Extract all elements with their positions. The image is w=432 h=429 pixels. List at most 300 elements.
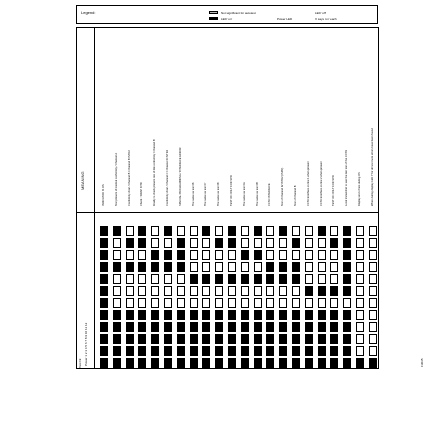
led-cell bbox=[164, 274, 172, 284]
legend-grey-swatch bbox=[209, 11, 218, 14]
led-cell bbox=[228, 322, 236, 332]
led-cell bbox=[356, 226, 364, 236]
led-cell bbox=[241, 262, 249, 272]
led-cell bbox=[164, 334, 172, 344]
led-cell bbox=[228, 250, 236, 260]
row-meaning: Test of Channel B bbox=[294, 185, 297, 206]
led-cell bbox=[177, 310, 185, 320]
led-cell bbox=[190, 334, 198, 344]
led-cell bbox=[202, 358, 210, 368]
led-cell bbox=[228, 298, 236, 308]
led-cell bbox=[318, 286, 326, 296]
led-cell bbox=[177, 334, 185, 344]
led-cell bbox=[100, 274, 108, 284]
row-meaning: CCSN INTERFACE bbox=[268, 183, 272, 206]
led-cell bbox=[228, 238, 236, 248]
led-cell bbox=[318, 310, 326, 320]
led-cell bbox=[369, 286, 377, 296]
led-cell bbox=[126, 226, 134, 236]
led-cell bbox=[100, 226, 108, 236]
led-cell bbox=[279, 358, 287, 368]
led-cell bbox=[100, 238, 108, 248]
led-cell bbox=[100, 310, 108, 320]
led-cell bbox=[330, 238, 338, 248]
led-cell bbox=[138, 310, 146, 320]
led-cell bbox=[343, 322, 351, 332]
led-cell bbox=[279, 250, 287, 260]
led-cell bbox=[138, 346, 146, 356]
led-cell bbox=[151, 238, 159, 248]
led-cell bbox=[202, 238, 210, 248]
led-cell bbox=[305, 298, 313, 308]
led-cell bbox=[126, 358, 134, 368]
led-cell bbox=[292, 250, 300, 260]
led-cell bbox=[164, 286, 172, 296]
led-cell bbox=[343, 298, 351, 308]
led-cell bbox=[305, 322, 313, 332]
led-codes-header: Power 1 2 3 4 5 6 7 8 9 10 11 12 bbox=[84, 322, 88, 366]
legend-box bbox=[76, 5, 378, 24]
led-cell bbox=[305, 334, 313, 344]
row-meaning: Test of Channel D/ INTR2 (INPR) bbox=[281, 167, 285, 206]
led-cell bbox=[228, 286, 236, 296]
led-cell bbox=[138, 238, 146, 248]
led-cell bbox=[266, 262, 274, 272]
led-cell bbox=[113, 226, 121, 236]
led-cell bbox=[292, 322, 300, 332]
led-cell bbox=[279, 334, 287, 344]
led-cell bbox=[151, 274, 159, 284]
led-cell bbox=[318, 238, 326, 248]
led-cell bbox=[215, 310, 223, 320]
led-cell bbox=[202, 334, 210, 344]
row-meaning: SPECIAL PROGRAMMING / INTERFACE ERROR bbox=[178, 147, 182, 206]
led-cell bbox=[369, 346, 377, 356]
figure-id: F3035 bbox=[420, 358, 424, 367]
led-cell bbox=[228, 226, 236, 236]
led-cell bbox=[254, 274, 262, 284]
led-cell bbox=[330, 346, 338, 356]
led-cell bbox=[228, 274, 236, 284]
led-cell bbox=[241, 250, 249, 260]
led-cell bbox=[151, 298, 159, 308]
led-cell bbox=[356, 322, 364, 332]
led-cell bbox=[356, 298, 364, 308]
led-cell bbox=[343, 274, 351, 284]
led-cell bbox=[228, 262, 236, 272]
led-cell bbox=[305, 250, 313, 260]
row-meaning: Local transmitter to see the last test of the CCSN bbox=[345, 149, 349, 206]
led-cell bbox=[343, 286, 351, 296]
led-cell bbox=[330, 310, 338, 320]
led-cell bbox=[164, 358, 172, 368]
led-cell bbox=[318, 274, 326, 284]
led-cell bbox=[292, 238, 300, 248]
led-cell bbox=[318, 358, 326, 368]
led-cell bbox=[190, 322, 198, 332]
led-cell bbox=[202, 274, 210, 284]
led-cell bbox=[254, 310, 262, 320]
led-cell bbox=[202, 322, 210, 332]
led-cell bbox=[138, 250, 146, 260]
led-cell bbox=[113, 262, 121, 272]
row-meaning: The same as test 06 bbox=[191, 182, 195, 206]
led-cell bbox=[151, 286, 159, 296]
led-cell bbox=[138, 358, 146, 368]
row-meaning: The same as test 07 bbox=[204, 182, 208, 206]
led-cell bbox=[292, 286, 300, 296]
led-cell bbox=[164, 346, 172, 356]
legend-fill-label: LED 'on' bbox=[221, 17, 233, 21]
led-cell bbox=[215, 250, 223, 260]
led-cell bbox=[254, 334, 262, 344]
test-nr-header: Test Nr. bbox=[78, 357, 82, 368]
led-cell bbox=[369, 226, 377, 236]
led-cell bbox=[266, 310, 274, 320]
row-meaning: The same as test 0B bbox=[255, 182, 259, 206]
led-cell bbox=[241, 298, 249, 308]
led-cell bbox=[151, 250, 159, 260]
divider-line bbox=[76, 212, 379, 213]
led-cell bbox=[305, 238, 313, 248]
led-cell bbox=[254, 298, 262, 308]
led-cell bbox=[151, 358, 159, 368]
led-cell bbox=[343, 334, 351, 344]
led-cell bbox=[241, 334, 249, 344]
led-cell bbox=[305, 358, 313, 368]
led-cell bbox=[113, 358, 121, 368]
led-cell bbox=[330, 226, 338, 236]
led-cell bbox=[202, 346, 210, 356]
led-cell bbox=[100, 322, 108, 332]
led-cell bbox=[318, 226, 326, 236]
row-meaning: Conformity chart / Channel B / Channel B INTR2 bbox=[127, 150, 131, 206]
led-cell bbox=[241, 274, 249, 284]
led-cell bbox=[177, 346, 185, 356]
led-cell bbox=[292, 262, 300, 272]
led-cell bbox=[151, 310, 159, 320]
led-cell bbox=[138, 298, 146, 308]
led-cell bbox=[151, 334, 159, 344]
led-cell bbox=[343, 346, 351, 356]
led-cell bbox=[292, 358, 300, 368]
led-cell bbox=[138, 334, 146, 344]
led-cell bbox=[164, 298, 172, 308]
led-cell bbox=[151, 262, 159, 272]
led-cell bbox=[202, 310, 210, 320]
led-cell bbox=[126, 334, 134, 344]
led-cell bbox=[215, 346, 223, 356]
led-cell bbox=[356, 358, 364, 368]
led-cell bbox=[215, 358, 223, 368]
led-cell bbox=[138, 322, 146, 332]
led-cell bbox=[279, 226, 287, 236]
led-cell bbox=[126, 286, 134, 296]
led-cell bbox=[305, 346, 313, 356]
led-cell bbox=[279, 274, 287, 284]
led-cell bbox=[356, 274, 364, 284]
led-cell bbox=[100, 250, 108, 260]
led-cell bbox=[254, 262, 262, 272]
led-cell bbox=[138, 274, 146, 284]
led-cell bbox=[279, 346, 287, 356]
led-cell bbox=[292, 274, 300, 284]
led-cell bbox=[318, 322, 326, 332]
led-cell bbox=[113, 346, 121, 356]
led-cell bbox=[254, 358, 262, 368]
led-cell bbox=[330, 298, 338, 308]
led-cell bbox=[292, 226, 300, 236]
led-cell bbox=[254, 286, 262, 296]
row-meaning: CCSN interface on line 2 when present bbox=[319, 161, 323, 206]
led-cell bbox=[356, 334, 364, 344]
led-cell bbox=[305, 310, 313, 320]
led-cell bbox=[228, 346, 236, 356]
led-cell bbox=[254, 322, 262, 332]
led-cell bbox=[151, 322, 159, 332]
led-cell bbox=[113, 322, 121, 332]
led-cell bbox=[190, 298, 198, 308]
led-cell bbox=[164, 238, 172, 248]
led-cell bbox=[356, 262, 364, 272]
led-cell bbox=[113, 274, 121, 284]
meaning-header: MEANING bbox=[80, 171, 85, 190]
led-cell bbox=[100, 334, 108, 344]
led-cell bbox=[305, 274, 313, 284]
led-cell bbox=[190, 310, 198, 320]
led-cell bbox=[279, 298, 287, 308]
led-cell bbox=[343, 226, 351, 236]
led-cell bbox=[202, 250, 210, 260]
led-cell bbox=[215, 298, 223, 308]
led-cell bbox=[266, 322, 274, 332]
led-cell bbox=[279, 262, 287, 272]
led-cell bbox=[138, 262, 146, 272]
legend-off-label: LED 'off' bbox=[315, 11, 327, 15]
led-cell bbox=[254, 250, 262, 260]
led-cell bbox=[126, 322, 134, 332]
led-cell bbox=[330, 262, 338, 272]
led-cell bbox=[292, 298, 300, 308]
led-cell bbox=[215, 262, 223, 272]
led-cell bbox=[190, 238, 198, 248]
led-cell bbox=[318, 250, 326, 260]
led-cell bbox=[100, 346, 108, 356]
led-cell bbox=[279, 310, 287, 320]
led-cell bbox=[356, 310, 364, 320]
led-cell bbox=[318, 334, 326, 344]
led-cell bbox=[177, 226, 185, 236]
led-cell bbox=[202, 286, 210, 296]
led-cell bbox=[369, 274, 377, 284]
led-cell bbox=[369, 262, 377, 272]
led-cell bbox=[126, 310, 134, 320]
led-cell bbox=[126, 238, 134, 248]
led-cell bbox=[138, 286, 146, 296]
led-cell bbox=[177, 298, 185, 308]
led-cell bbox=[369, 310, 377, 320]
led-cell bbox=[164, 322, 172, 332]
led-cell bbox=[190, 262, 198, 272]
led-cell bbox=[190, 250, 198, 260]
led-cell bbox=[177, 262, 185, 272]
led-cell bbox=[215, 226, 223, 236]
led-cell bbox=[113, 286, 121, 296]
legend-xs-label: X says 'on' each bbox=[315, 17, 337, 21]
led-cell bbox=[305, 286, 313, 296]
row-meaning: Check : SWAP INTR bbox=[140, 182, 144, 206]
led-cell bbox=[177, 250, 185, 260]
row-meaning: The same as test 0A bbox=[242, 182, 246, 206]
led-cell bbox=[126, 262, 134, 272]
led-cell bbox=[164, 310, 172, 320]
led-cell bbox=[292, 310, 300, 320]
led-cell bbox=[177, 274, 185, 284]
row-meaning: Finally to check present test of link conformity / Channel B bbox=[153, 139, 157, 206]
row-meaning: Display end of test during OS bbox=[358, 172, 361, 206]
led-cell bbox=[190, 286, 198, 296]
led-cell bbox=[164, 262, 172, 272]
led-cell bbox=[215, 334, 223, 344]
led-cell bbox=[113, 250, 121, 260]
led-cell bbox=[202, 298, 210, 308]
led-cell bbox=[318, 298, 326, 308]
led-cell bbox=[241, 238, 249, 248]
led-cell bbox=[266, 226, 274, 236]
led-cell bbox=[254, 346, 262, 356]
led-cell bbox=[330, 322, 338, 332]
led-cell bbox=[100, 298, 108, 308]
led-cell bbox=[343, 238, 351, 248]
led-cell bbox=[343, 250, 351, 260]
led-cell bbox=[202, 262, 210, 272]
led-cell bbox=[292, 346, 300, 356]
legend-grey-label: Not significant for autotest bbox=[221, 11, 256, 15]
led-cell bbox=[113, 238, 121, 248]
led-cell bbox=[318, 346, 326, 356]
led-cell bbox=[190, 358, 198, 368]
led-cell bbox=[292, 334, 300, 344]
row-meaning: Test present of internal conformity / Channel A bbox=[114, 152, 118, 206]
legend-power-label: Power LED bbox=[277, 17, 293, 21]
led-cell bbox=[318, 262, 326, 272]
led-cell bbox=[330, 334, 338, 344]
header-divider bbox=[94, 27, 95, 369]
led-cell bbox=[369, 322, 377, 332]
row-meaning: TEST OF ONLY FOR NPR bbox=[230, 175, 233, 206]
led-cell bbox=[151, 226, 159, 236]
row-meaning: When during display LED Y for all test more errors have been found bbox=[370, 128, 374, 206]
led-cell bbox=[279, 238, 287, 248]
led-cell bbox=[330, 250, 338, 260]
led-cell bbox=[126, 250, 134, 260]
led-cell bbox=[279, 286, 287, 296]
led-cell bbox=[266, 298, 274, 308]
led-cell bbox=[305, 262, 313, 272]
led-cell bbox=[138, 226, 146, 236]
led-cell bbox=[369, 334, 377, 344]
row-meaning: The same as test 08 bbox=[217, 182, 221, 206]
led-cell bbox=[177, 238, 185, 248]
led-cell bbox=[241, 322, 249, 332]
led-cell bbox=[369, 238, 377, 248]
led-cell bbox=[266, 346, 274, 356]
led-cell bbox=[177, 286, 185, 296]
row-meaning: Conformity chart / Channel C / Channel D INTR2 bbox=[166, 149, 169, 206]
led-cell bbox=[202, 226, 210, 236]
led-cell bbox=[164, 250, 172, 260]
led-cell bbox=[356, 346, 364, 356]
led-cell bbox=[241, 286, 249, 296]
led-cell bbox=[228, 334, 236, 344]
led-cell bbox=[369, 250, 377, 260]
led-cell bbox=[228, 358, 236, 368]
led-cell bbox=[356, 238, 364, 248]
led-cell bbox=[241, 346, 249, 356]
led-cell bbox=[266, 358, 274, 368]
led-cell bbox=[215, 322, 223, 332]
led-cell bbox=[113, 310, 121, 320]
led-cell bbox=[190, 346, 198, 356]
led-cell bbox=[330, 274, 338, 284]
led-cell bbox=[330, 358, 338, 368]
led-cell bbox=[190, 274, 198, 284]
led-cell bbox=[241, 226, 249, 236]
row-meaning: INDICATOR IS ON bbox=[102, 184, 105, 206]
legend-title: Legend: bbox=[81, 10, 96, 15]
led-cell bbox=[164, 226, 172, 236]
led-cell bbox=[100, 262, 108, 272]
led-cell bbox=[330, 286, 338, 296]
led-cell bbox=[254, 238, 262, 248]
led-cell bbox=[241, 358, 249, 368]
led-cell bbox=[369, 298, 377, 308]
led-cell bbox=[279, 322, 287, 332]
led-cell bbox=[266, 250, 274, 260]
led-cell bbox=[343, 262, 351, 272]
led-cell bbox=[126, 346, 134, 356]
led-cell bbox=[113, 334, 121, 344]
led-cell bbox=[356, 286, 364, 296]
legend-fill-swatch bbox=[209, 17, 218, 20]
led-cell bbox=[177, 358, 185, 368]
led-cell bbox=[266, 274, 274, 284]
led-cell bbox=[241, 310, 249, 320]
led-cell bbox=[215, 286, 223, 296]
row-meaning: TEST OF ONLY FOR NPR bbox=[332, 175, 336, 206]
led-cell bbox=[126, 298, 134, 308]
led-cell bbox=[266, 238, 274, 248]
led-cell bbox=[305, 226, 313, 236]
led-cell bbox=[266, 334, 274, 344]
led-cell bbox=[356, 250, 364, 260]
led-cell bbox=[100, 286, 108, 296]
led-cell bbox=[266, 286, 274, 296]
led-cell bbox=[126, 274, 134, 284]
led-cell bbox=[215, 274, 223, 284]
led-cell bbox=[215, 238, 223, 248]
led-cell bbox=[177, 322, 185, 332]
led-cell bbox=[343, 358, 351, 368]
led-cell bbox=[151, 346, 159, 356]
led-cell bbox=[369, 358, 377, 368]
row-meaning: CCSN interface on line 1 when present bbox=[306, 161, 310, 206]
led-cell bbox=[343, 310, 351, 320]
led-cell bbox=[100, 358, 108, 368]
led-cell bbox=[254, 226, 262, 236]
led-cell bbox=[190, 226, 198, 236]
led-cell bbox=[228, 310, 236, 320]
